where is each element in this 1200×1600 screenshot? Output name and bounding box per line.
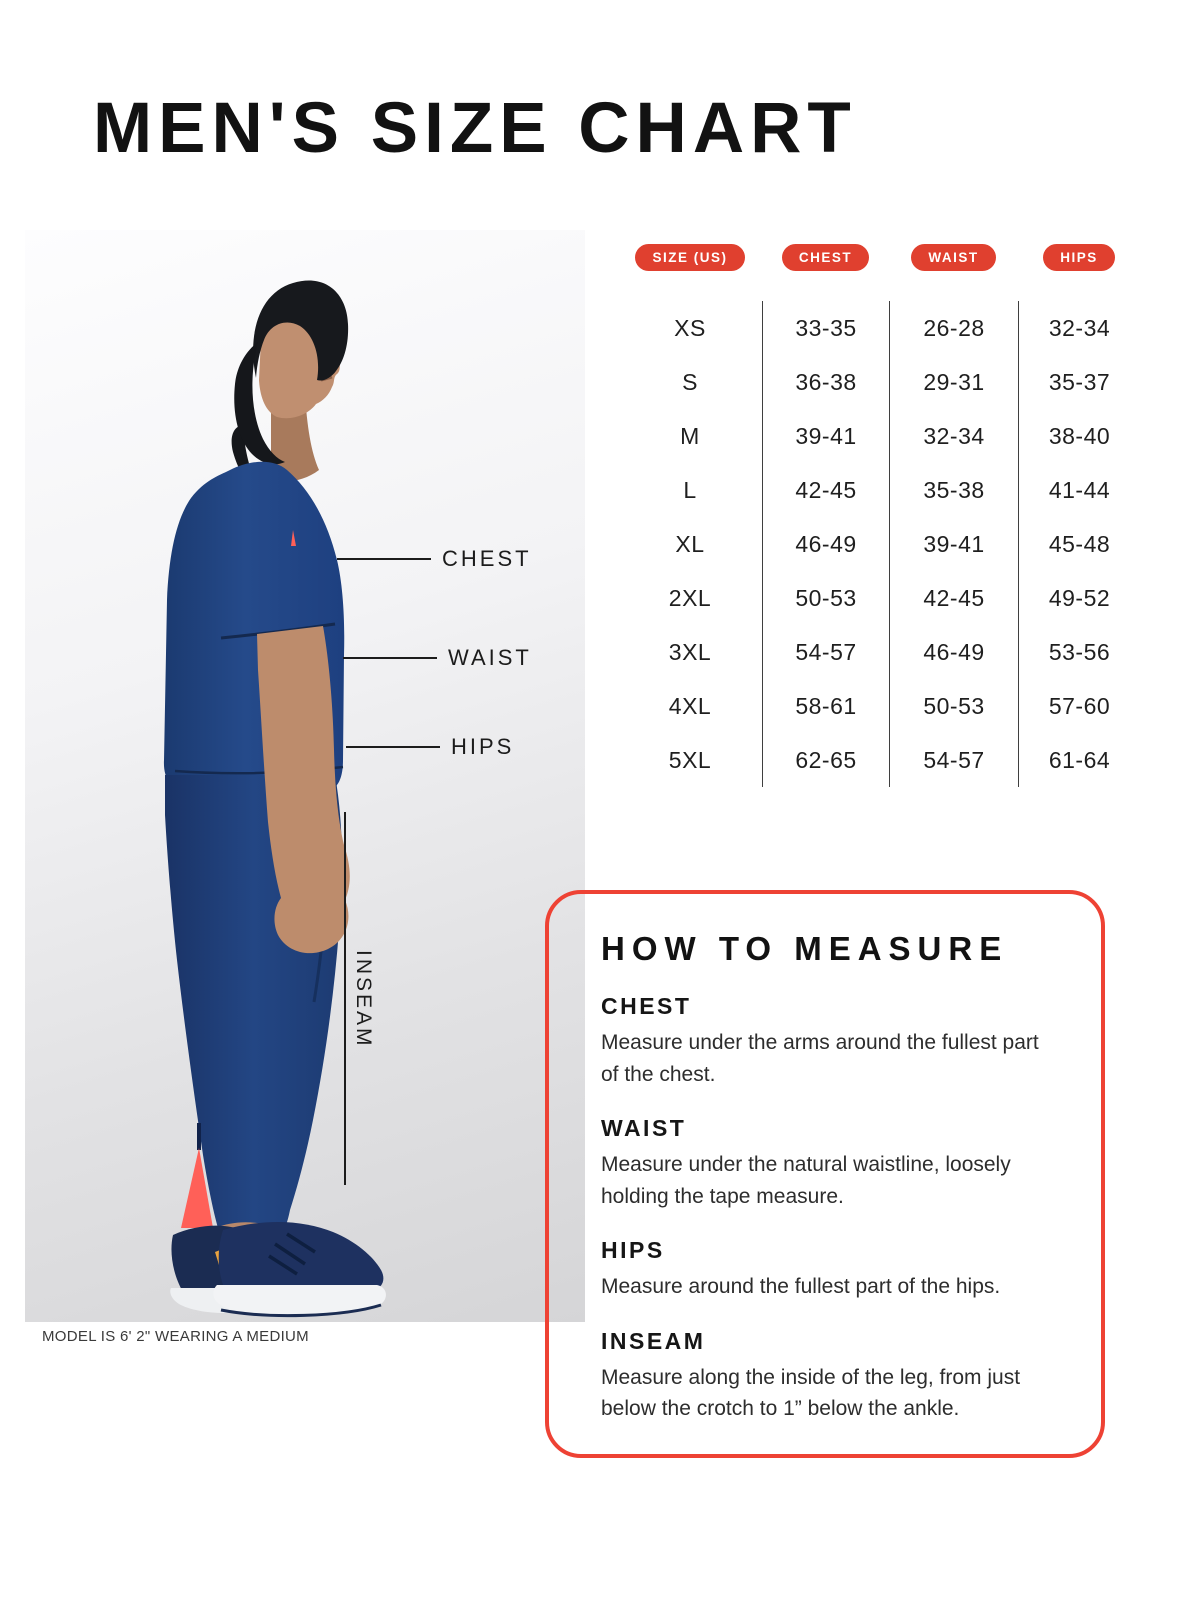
header-cell [618, 244, 762, 271]
hips-leader-line [346, 746, 440, 748]
hips-measure-label [346, 735, 514, 759]
measure-section-heading: WAIST [601, 1115, 687, 1141]
waist-cell: 35-38 [889, 463, 1018, 517]
waist-label-text: WAIST [448, 645, 532, 670]
size-cell: XL [675, 530, 705, 557]
measure-section-body: Measure under the natural waistline, loosely holding the tape measure. [601, 1153, 1011, 1208]
chest-cell: 62-65 [762, 733, 889, 787]
measure-section-waist [601, 1115, 1061, 1212]
measure-section-body: Measure around the fullest part of the hips. [601, 1275, 1001, 1298]
chest-cell: 50-53 [762, 571, 889, 625]
chest-cell: 46-49 [762, 517, 889, 571]
waist-cell: 26-28 [889, 301, 1018, 355]
model-photo [25, 230, 585, 1322]
chest-measure-label [337, 547, 532, 571]
measure-section-inseam [601, 1328, 1061, 1425]
measure-section-heading: INSEAM [601, 1327, 706, 1354]
hips-cell: 32-34 [1018, 301, 1140, 355]
chest-cell: 54-57 [762, 625, 889, 679]
measure-section-chest [601, 993, 1061, 1090]
how-to-measure-title: HOW TO MEASURE [601, 930, 1009, 967]
size-cell: S [682, 368, 698, 395]
header-cell [762, 244, 889, 271]
waist-cell: 50-53 [889, 679, 1018, 733]
hips-cell: 61-64 [1018, 733, 1140, 787]
waist-cell: 29-31 [889, 355, 1018, 409]
size-column-pill: SIZE (US) [635, 244, 744, 271]
waist-cell: 46-49 [889, 625, 1018, 679]
hips-label-text: HIPS [451, 734, 515, 759]
waist-measure-label [343, 646, 532, 670]
measure-section-heading: HIPS [601, 1237, 665, 1263]
model-caption: MODEL IS 6' 2" WEARING A MEDIUM [42, 1328, 309, 1345]
hips-cell: 38-40 [1018, 409, 1140, 463]
chest-cell: 42-45 [762, 463, 889, 517]
model-figure-illustration [25, 230, 585, 1322]
hips-cell: 41-44 [1018, 463, 1140, 517]
chest-label-text: CHEST [442, 546, 532, 571]
size-cell: XS [674, 314, 706, 341]
size-table-body [618, 301, 1140, 787]
chest-cell: 39-41 [762, 409, 889, 463]
measure-section-body: Measure under the arms around the fullest part of the chest. [601, 1031, 1039, 1086]
waist-cell: 42-45 [889, 571, 1018, 625]
chest-leader-line [337, 558, 431, 560]
how-to-measure-sections [601, 993, 1061, 1425]
inseam-leader-line [344, 812, 346, 1185]
waist-cell: 39-41 [889, 517, 1018, 571]
hips-column-pill: HIPS [1043, 244, 1115, 271]
size-cell: 2XL [668, 584, 712, 611]
how-to-measure-box [545, 890, 1105, 1458]
page-title: MEN'S SIZE CHART [93, 89, 857, 168]
header-cell [889, 244, 1018, 271]
measure-section-hips [601, 1237, 1061, 1303]
size-cell: L [683, 476, 697, 503]
chest-cell: 58-61 [762, 679, 889, 733]
chest-column-pill: CHEST [782, 244, 869, 271]
size-cell: 4XL [668, 692, 712, 719]
measure-section-body: Measure along the inside of the leg, from just below the crotch to 1” below the ankle. [601, 1365, 1021, 1420]
size-cell: 3XL [668, 638, 712, 665]
size-table-header [618, 244, 1140, 271]
waist-column-pill: WAIST [911, 244, 995, 271]
waist-cell: 54-57 [889, 733, 1018, 787]
hips-cell: 53-56 [1018, 625, 1140, 679]
model-front-shoe [219, 1222, 384, 1290]
chest-cell: 33-35 [762, 301, 889, 355]
chest-cell: 36-38 [762, 355, 889, 409]
waist-leader-line [343, 657, 437, 659]
size-cell: 5XL [668, 746, 712, 773]
measure-section-heading: CHEST [601, 993, 692, 1019]
header-cell [1018, 244, 1140, 271]
waist-cell: 32-34 [889, 409, 1018, 463]
size-cell: M [680, 422, 700, 449]
hips-cell: 49-52 [1018, 571, 1140, 625]
hips-cell: 35-37 [1018, 355, 1140, 409]
inseam-label-text: INSEAM [352, 950, 375, 1049]
hips-cell: 45-48 [1018, 517, 1140, 571]
hips-cell: 57-60 [1018, 679, 1140, 733]
